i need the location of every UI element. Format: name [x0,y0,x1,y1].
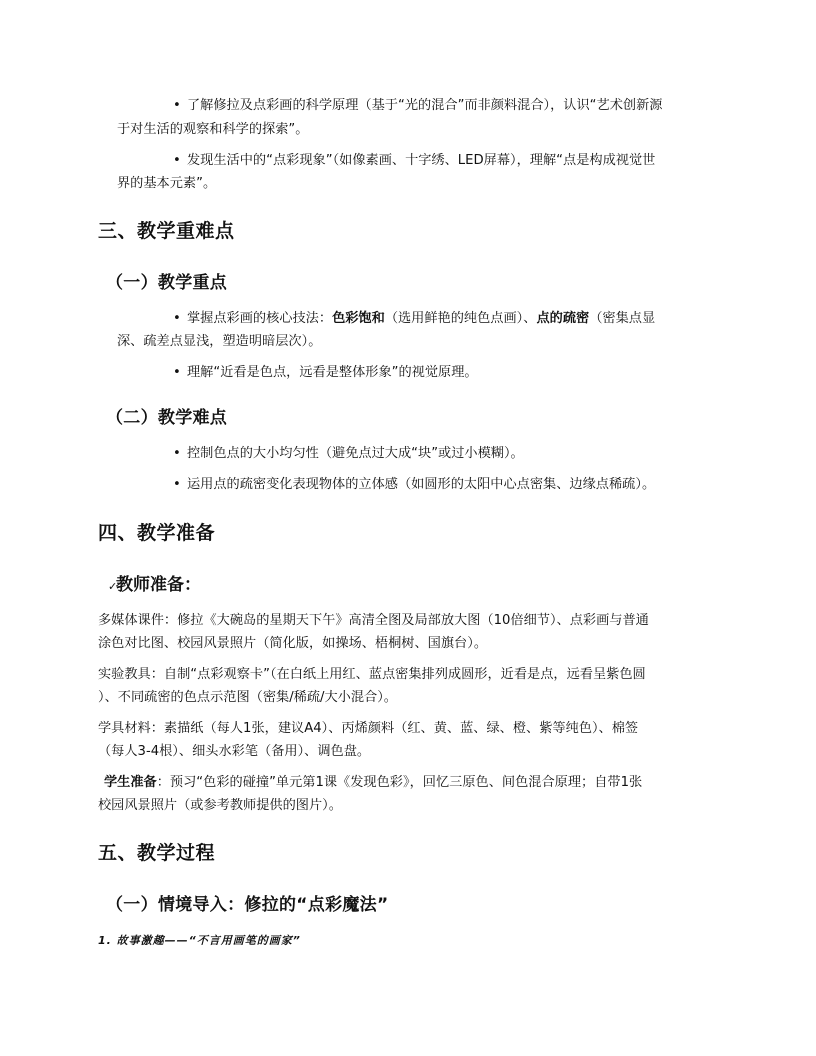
section-3-sub1-title: （一）教学重点 [106,273,228,293]
student-prep-line-2: 校园风景照片（或参考教师提供的图片）。 [98,798,342,813]
bullet-dot-icon: • [173,477,181,492]
checkmark-icon: ✓ [108,580,118,593]
section-5-title: 五、教学过程 [98,842,216,864]
bullet-dot-icon: • [173,311,181,326]
bullet-dot-icon: • [173,98,181,113]
section-3-title: 三、教学重难点 [98,220,235,242]
student-prep-label: 学生准备 [104,775,157,790]
goal-bullet-2: • 发现生活中的“点彩现象”（如像素画、十字绣、LED屏幕），理解“点是构成视觉世 [173,151,655,171]
key-point-bullet-2: • 理解“近看是色点，远看是整体形象”的视觉原理。 [173,363,478,383]
difficulty-bullet-2: • 运用点的疏密变化表现物体的立体感（如圆形的太阳中心点密集、边缘点稀疏）。 [173,475,655,495]
key-point-bullet-1: • 掌握点彩画的核心技法：色彩饱和（选用鲜艳的纯色点画）、点的疏密（密集点显 [173,309,655,329]
goal-bullet-2-cont: 界的基本元素”。 [117,176,217,191]
prep-para-2-line-2: ）、不同疏密的色点示范图（密集/稀疏/大小混合）。 [98,690,397,705]
prep-para-1-line-2: 涂色对比图、校园风景照片（简化版，如操场、梧桐树、国旗台）。 [98,636,488,651]
prep-para-3-line-1: 学具材料：素描纸（每人1张，建议A4）、丙烯颜料（红、黄、蓝、绿、橙、紫等纯色）、棉签 [98,721,639,736]
difficulty-bullet-1: • 控制色点的大小均匀性（避免点过大成“块”或过小模糊）。 [173,444,524,464]
teacher-prep-heading: ✓教师准备： [108,573,201,599]
bullet-dot-icon: • [173,446,181,461]
section-3-sub2-title: （二）教学难点 [106,408,228,428]
prep-para-3-line-2: （每人3-4根）、细头水彩笔（备用）、调色盘。 [98,744,371,759]
section-5-sub1-title: （一）情境导入：修拉的“点彩魔法” [106,895,389,915]
bullet-dot-icon: • [173,365,181,380]
process-item-1: 1. 故事激趣——“不言用画笔的画家” [98,934,301,947]
goal-bullet-1: • 了解修拉及点彩画的科学原理（基于“光的混合”而非颜料混合），认识“艺术创新源 [173,96,662,116]
bullet-dot-icon: • [173,153,181,168]
prep-para-2-line-1: 实验教具：自制“点彩观察卡”（在白纸上用红、蓝点密集排列成圆形，近看是点，远看呈紫色圆 [98,667,646,682]
key-point-bullet-1-cont: 深、疏差点显浅，塑造明暗层次）。 [117,334,322,349]
goal-bullet-1-cont: 于对生活的观察和科学的探索”。 [117,122,309,137]
student-prep-line-1: 学生准备：预习“色彩的碰撞”单元第1课《发现色彩》，回忆三原色、间色混合原理；自带1张 [104,775,643,790]
prep-para-1-line-1: 多媒体课件：修拉《大碗岛的星期天下午》高清全图及局部放大图（10倍细节）、点彩画与普通 [98,613,649,628]
section-4-title: 四、教学准备 [98,522,216,544]
